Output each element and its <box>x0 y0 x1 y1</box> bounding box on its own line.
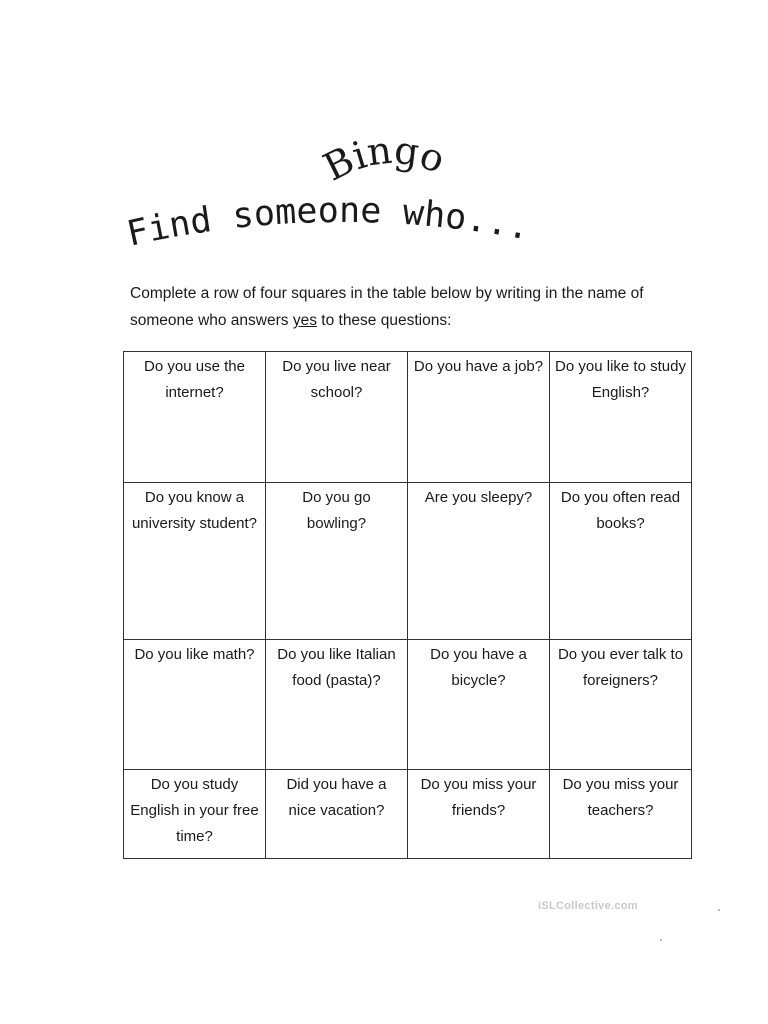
speck-mark <box>718 909 720 911</box>
grid-row <box>124 483 692 640</box>
subtitle-text: Find someone who... <box>123 190 533 255</box>
bingo-cell[interactable]: Do you go bowling? <box>266 483 408 640</box>
bingo-cell[interactable]: Do you like to study English? <box>550 352 692 483</box>
bingo-cell[interactable]: Are you sleepy? <box>408 483 550 640</box>
bingo-cell[interactable]: Do you know a university student? <box>124 483 266 640</box>
bingo-cell[interactable]: Do you have a job? <box>408 352 550 483</box>
grid-row <box>124 640 692 770</box>
bingo-cell[interactable]: Do you study English in your free time? <box>124 770 266 859</box>
subtitle <box>0 180 768 270</box>
bingo-cell[interactable]: Do you have a bicycle? <box>408 640 550 770</box>
instructions-text-end: to these questions: <box>316 312 452 329</box>
instructions-text: Complete a row of four squares in the table below by writing in the name of someone who answers <box>130 285 644 329</box>
instructions-emphasis: yes <box>292 312 317 329</box>
bingo-cell[interactable]: Do you miss your friends? <box>408 770 550 859</box>
bingo-cell[interactable]: Do you miss your teachers? <box>550 770 692 859</box>
bingo-cell[interactable]: Do you like math? <box>124 640 266 770</box>
grid-row <box>124 770 692 859</box>
bingo-grid <box>123 351 692 859</box>
bingo-cell[interactable]: Do you like Italian food (pasta)? <box>266 640 408 770</box>
instructions <box>130 280 670 334</box>
bingo-cell[interactable]: Did you have a nice vacation? <box>266 770 408 859</box>
bingo-cell[interactable]: Do you ever talk to foreigners? <box>550 640 692 770</box>
bingo-cell[interactable]: Do you use the internet? <box>124 352 266 483</box>
bingo-cell[interactable]: Do you live near school? <box>266 352 408 483</box>
grid-row <box>124 352 692 483</box>
speck-mark <box>660 939 662 941</box>
title-text: Bingo <box>316 127 451 190</box>
watermark: iSLCollective.com <box>538 900 638 912</box>
bingo-cell[interactable]: Do you often read books? <box>550 483 692 640</box>
